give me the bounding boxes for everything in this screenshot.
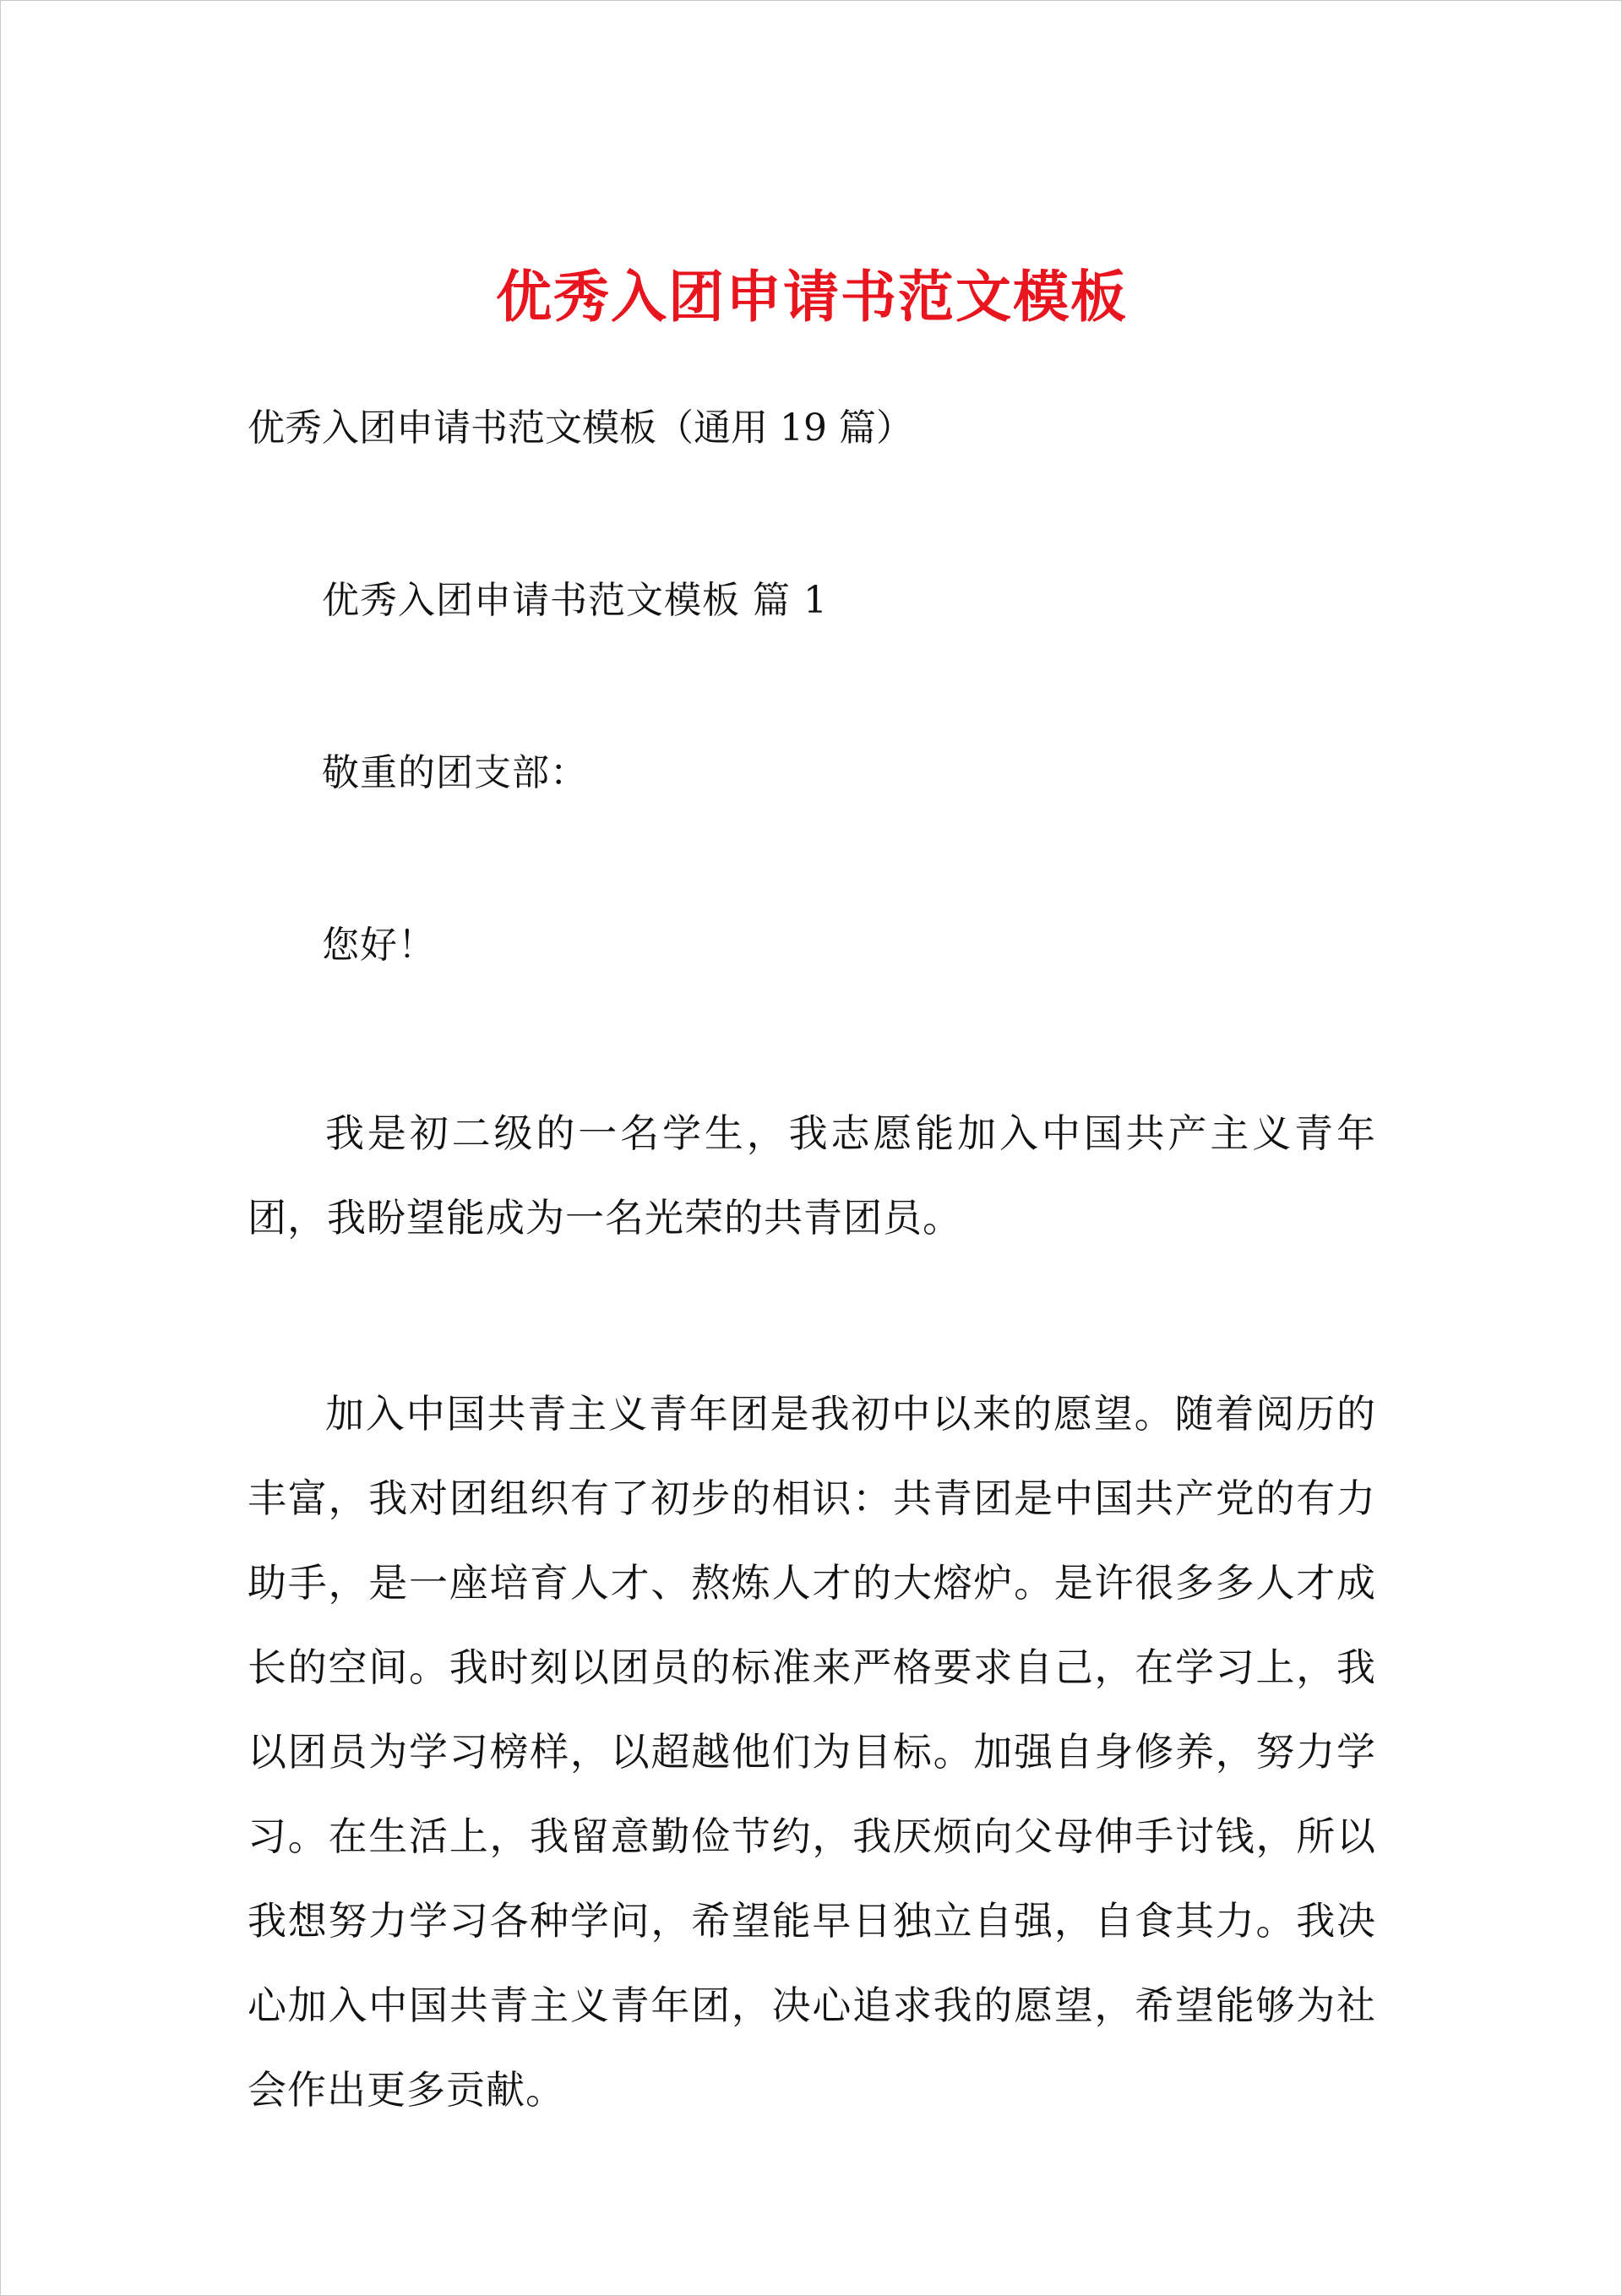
section-heading: 优秀入团申请书范文模板 篇 1 <box>322 579 828 622</box>
document-body <box>248 246 1376 2132</box>
salutation: 敬重的团支部： <box>322 751 588 794</box>
document-subtitle: 优秀入团申请书范文模板（通用 19 篇） <box>248 406 913 450</box>
body-paragraph-1: 我是初二级的一名学生，我志愿能加入中国共产主义青年团，我盼望能成为一名光荣的共青团员。 <box>248 1110 1376 1241</box>
document-title: 优秀入团申请书范文模板 <box>496 264 1128 330</box>
greeting: 您好！ <box>322 924 436 967</box>
body-paragraph-2: 加入中国共青主义青年团是我初中以来的愿望。随着阅历的丰富，我对团组织有了初步的相识：共青团是中国共产党的有力助手，是一座培育人才、熬炼人才的大熔炉。是许很多多人才成长的空间。我时刻以团员的标准来严格要求自己，在学习上，我以团员为学习榜样，以超越他们为目标。加强自身修养，努力学习。在生活上，我留意勤俭节约，我厌烦向父母伸手讨钱，所以我想努力学习各种学问，希望能早日独立自强，自食其力。我决心加入中国共青主义青年团，决心追求我的愿望，希望能够为社会作出更多贡献。 <box>248 1391 1376 2113</box>
